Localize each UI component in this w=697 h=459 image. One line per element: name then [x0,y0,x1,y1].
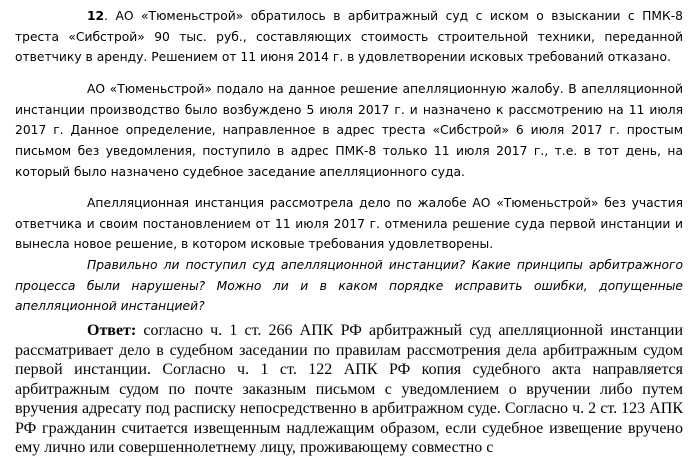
answer-label: Ответ: [87,322,137,339]
task-paragraph-1 [15,6,683,68]
answer-text: согласно ч. 1 ст. 266 АПК РФ арбитражный суд апелляционной инстанции рассматривает дело в судебном заседании по правилам рассмотрения дела арбитражным судом первой инстанции. Согласно ч. 1 ст. 122 АПК РФ копия судебного акта направляется арбитражным судом по почте заказным письмом с уведомлением о вручении либо путем вручения адресату под расписку непосредственно в арбитражном суде. Согласно ч. 2 ст. 123 АПК РФ гражданин считается извещенным надлежащим образом, если судебное извещение вручено ему лично или совершеннолетнему лицу, проживающему совместно с [15,322,683,456]
task-question: Правильно ли поступил суд апелляционной инстанции? Какие принципы арбитражного процесса были нарушены? Можно ли и в каком порядке исправить ошибки, допущенные апелляционной инстанцией? [15,258,683,314]
task-paragraph-3: Апелляционная инстанция рассмотрела дело по жалобе АО «Тюменьстрой» без участия ответчика и своим постановлением от 11 июля 2017 г. отменила решение суда первой инстанции и вынесла новое решение, в котором исковые требования удовлетворены. [15,196,683,252]
answer-paragraph [15,321,683,458]
task-paragraph-2: АО «Тюменьстрой» подало на данное решение апелляционную жалобу. В апелляционной инстанции производство было возбуждено 5 июля 2017 г. и назначено к рассмотрению на 11 июля 2017 г. Данное определение, направленное в адрес треста «Сибстрой» 6 июля 2017 г. простым письмом без уведомления, поступило в адрес ПМК-8 только 11 июля 2017 г., т.е. в тот день, на который было назначено судебное заседание апелляционного суда. [15,82,683,179]
task-number: 12 [87,9,105,23]
task-paragraph-1-text: . АО «Тюменьстрой» обратилось в арбитражный суд с иском о взыскании с ПМК-8 треста «Сибстрой» 90 тыс. руб., составляющих стоимость строительной техники, переданной ответчику в аренду. Решением от 11 июня 2014 г. в удовлетворении исковых требований отказано. [15,9,683,65]
